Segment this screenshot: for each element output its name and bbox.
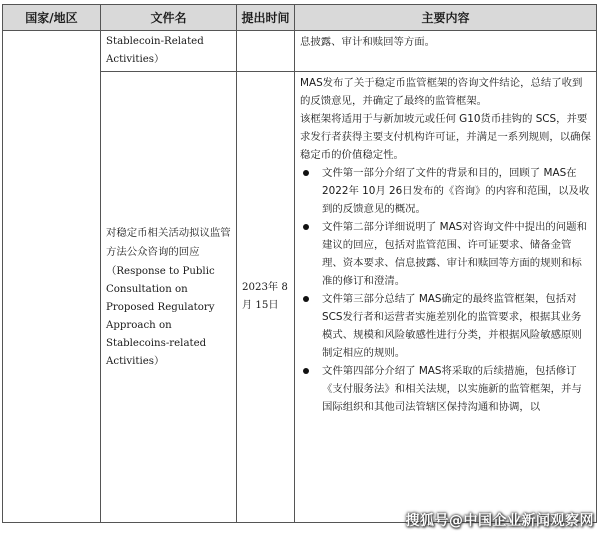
content-text: 息披露、审计和赎回等方面。 bbox=[300, 36, 436, 48]
header-date: 提出时间 bbox=[237, 5, 295, 31]
header-content: 主要内容 bbox=[295, 5, 597, 31]
filename-cell bbox=[101, 31, 237, 72]
filename-en: Response to Public Consultation on Proposed Regulatory Approach on Stablecoins-related Activities） bbox=[106, 265, 215, 367]
policy-table bbox=[2, 4, 597, 523]
bullet-text: 文件第三部分总结了 MAS确定的最终监管框架，包括对 SCS发行者和运营者实施差别化的监管要求，根据其业务模式、规模和风险敏感性进行分类，并根据风险敏感原则制定相应的规则。 bbox=[322, 293, 582, 359]
country-cell bbox=[3, 31, 101, 523]
bullet-icon bbox=[303, 224, 309, 230]
bullet-icon bbox=[303, 296, 309, 302]
date-cell bbox=[237, 72, 295, 523]
date-cell bbox=[237, 31, 295, 72]
content-body bbox=[295, 72, 596, 522]
bullet-text: 文件第一部分介绍了文件的背景和目的，回顾了 MAS在 2022年 10月 26日发布的《咨询》的内容和范围，以及收到的反馈意见的概况。 bbox=[322, 167, 590, 215]
filename-cn: 对稳定币相关活动拟议监管方法公众咨询的回应（ bbox=[106, 226, 231, 277]
bullet-icon bbox=[303, 170, 309, 176]
list-item bbox=[300, 164, 591, 218]
filename-text: Stablecoin-Related Activities） bbox=[106, 36, 204, 65]
intro-paragraph: 该框架将适用于与新加坡元或任何 G10货币挂钩的 SCS，并要求发行者获得主要支付机构许可证，并满足一系列规则，以确保稳定币的价值稳定性。 bbox=[300, 113, 591, 161]
bullet-text: 文件第四部分介绍了 MAS将采取的后续措施，包括修订《支付服务法》和相关法规，以实施新的监管框架，并与国际组织和其他司法管辖区保持沟通和协调，以 bbox=[322, 365, 582, 413]
content-cell bbox=[295, 31, 597, 72]
filename-text bbox=[101, 222, 236, 373]
bullet-icon bbox=[303, 368, 309, 374]
date-text: 2023年 8月 15日 bbox=[242, 282, 288, 311]
content-cell bbox=[295, 72, 597, 523]
intro-paragraph: MAS发布了关于稳定币监管框架的咨询文件结论，总结了收到的反馈意见，并确定了最终的监管框架。 bbox=[300, 77, 583, 107]
header-row bbox=[3, 5, 597, 31]
header-country: 国家/地区 bbox=[3, 5, 101, 31]
watermark: 搜狐号@中国企业新闻观察网 bbox=[405, 513, 594, 529]
list-item bbox=[300, 218, 591, 290]
filename-cell bbox=[101, 72, 237, 523]
bullet-text: 文件第二部分详细说明了 MAS对咨询文件中提出的问题和建议的回应，包括对监管范围、许可证要求、储备金管理、资本要求、信息披露、审计和赎回等方面的规则和标准的修订和澄清。 bbox=[322, 221, 587, 287]
list-item bbox=[300, 362, 591, 416]
table-row bbox=[3, 31, 597, 72]
list-item bbox=[300, 290, 591, 362]
header-filename: 文件名 bbox=[101, 5, 237, 31]
